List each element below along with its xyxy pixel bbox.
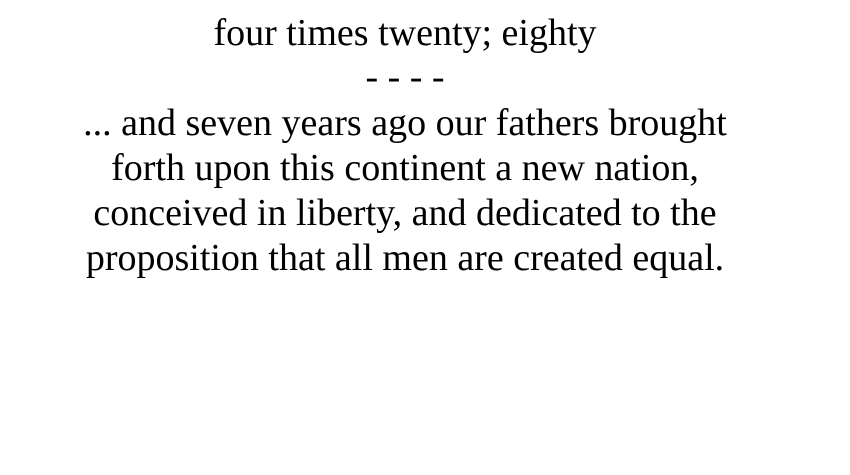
passage-line-2: forth upon this continent a new nation, [111,147,699,189]
passage-line-3: conceived in liberty, and dedicated to the [93,192,717,234]
heading-text: four times twenty; eighty [213,12,597,54]
passage-line-1: ... and seven years ago our fathers brought [83,102,727,144]
passage-paragraph [0,101,810,281]
separator-dashes: - - - - [365,56,445,98]
passage-line-4: proposition that all men are created equal. [85,237,725,279]
